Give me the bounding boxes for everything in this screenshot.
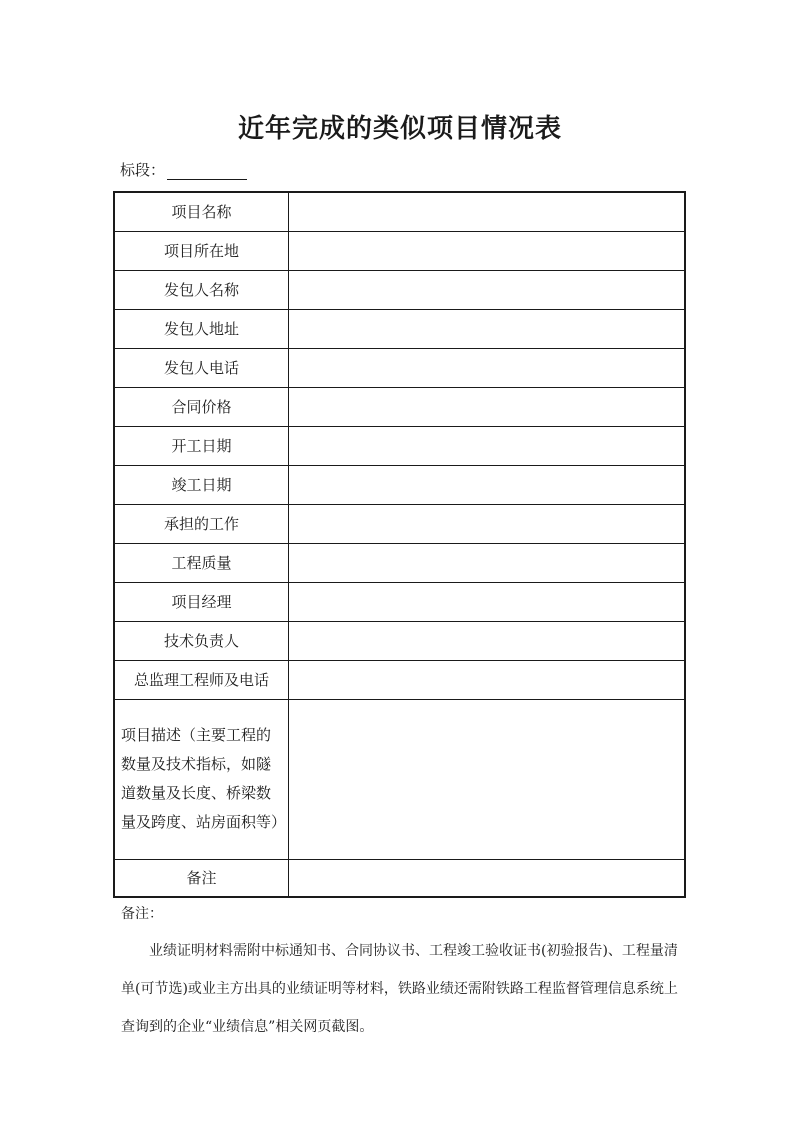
row-value-cell[interactable] [289,192,686,231]
table-row [114,426,685,465]
row-value-cell[interactable] [289,859,686,897]
table-row [114,859,685,897]
table-row [114,348,685,387]
section-field [120,159,247,180]
row-label: 技术负责人 [114,621,289,660]
table-row [114,543,685,582]
row-label: 竣工日期 [114,465,289,504]
row-label: 开工日期 [114,426,289,465]
table-row [114,387,685,426]
table-row [114,582,685,621]
notes-text: 业绩证明材料需附中标通知书、合同协议书、工程竣工验收证书(初验报告)、工程量清单(可节选)或业主方出具的业绩证明等材料，铁路业绩还需附铁路工程监督管理信息系统上查询到的企业“业绩信息”相关网页截图。 [121,943,678,1035]
row-value-cell[interactable] [289,621,686,660]
page-title: 近年完成的类似项目情况表 [237,114,562,144]
table-row [114,621,685,660]
row-label: 项目经理 [114,582,289,621]
row-value-cell[interactable] [289,270,686,309]
table-row [114,270,685,309]
row-value-cell[interactable] [289,231,686,270]
table-row [114,465,685,504]
row-value-cell[interactable] [289,582,686,621]
row-label: 项目所在地 [114,231,289,270]
row-label: 发包人电话 [114,348,289,387]
row-label: 发包人地址 [114,309,289,348]
row-label: 总监理工程师及电话 [114,660,289,699]
row-label: 合同价格 [114,387,289,426]
row-value-cell[interactable] [289,699,686,859]
row-label: 工程质量 [114,543,289,582]
table-row [114,504,685,543]
row-label: 项目名称 [114,192,289,231]
row-label: 承担的工作 [114,504,289,543]
row-value-cell[interactable] [289,348,686,387]
row-label: 备注 [114,859,289,897]
row-value-cell[interactable] [289,387,686,426]
table-row [114,192,685,231]
table-row [114,660,685,699]
table-row [114,309,685,348]
row-label: 发包人名称 [114,270,289,309]
table-row [114,231,685,270]
project-info-table [113,191,686,898]
row-value-cell[interactable] [289,426,686,465]
row-value-cell[interactable] [289,504,686,543]
row-value-cell[interactable] [289,660,686,699]
section-label: 标段： [120,161,166,179]
table-row [114,699,685,859]
row-value-cell[interactable] [289,465,686,504]
section-input-line[interactable] [167,163,247,180]
notes-heading: 备注： [121,906,163,922]
row-value-cell[interactable] [289,543,686,582]
row-label: 项目描述（主要工程的数量及技术指标，如隧道数量及长度、桥梁数量及跨度、站房面积等） [114,699,289,859]
row-value-cell[interactable] [289,309,686,348]
